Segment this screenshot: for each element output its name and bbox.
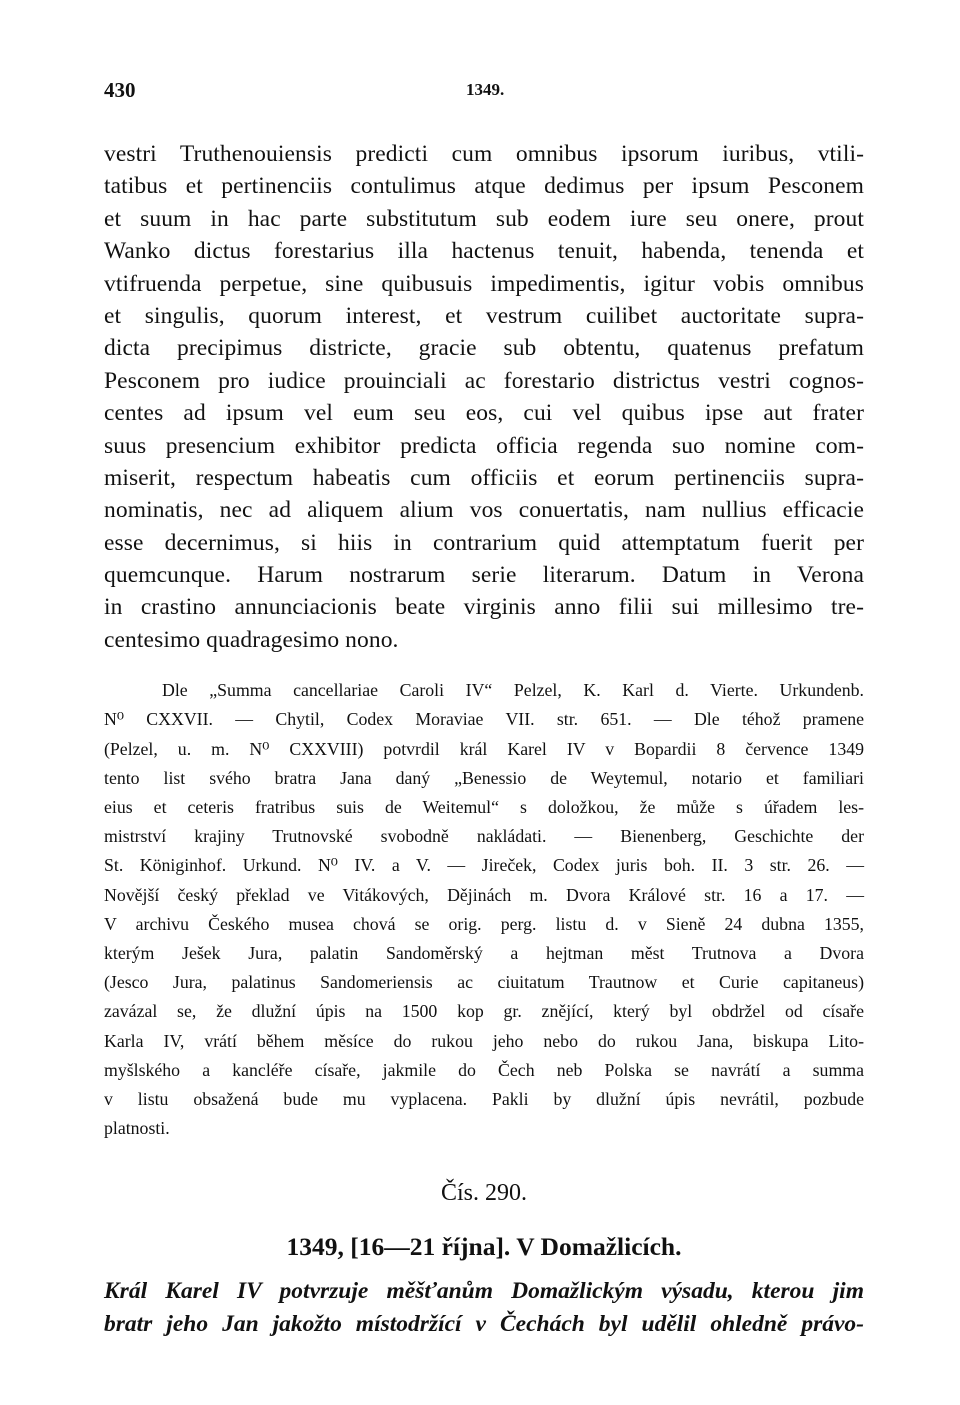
text-line: miserit, respectum habeatis cum officiis et eorum pertinenciis supra- xyxy=(104,464,864,491)
regest-line: bratr jeho Jan jakožto místodržící v Čechách byl udělil ohledně právo- xyxy=(104,1311,864,1338)
note-line: V archivu Českého musea chová se orig. perg. listu d. v Sieně 24 dubna 1355, xyxy=(104,913,864,934)
text-line: dicta precipimus districte, gracie sub obtentu, quatenus prefatum xyxy=(104,335,864,362)
note-line: zavázal se, že dlužní úpis na 1500 kop gr. znějící, který byl obdržel od císaře xyxy=(104,1001,864,1022)
text-line: nominatis, nec ad aliquem alium vos conuertatis, nam nullius efficacie xyxy=(104,497,864,524)
note-line: St. Königinhof. Urkund. N⁰ IV. a V. — Jireček, Codex juris boh. II. 3 str. 26. — xyxy=(104,855,864,876)
note-line: kterým Ješek Jura, palatin Sandoměrský a hejtman měst Trutnova a Dvora xyxy=(104,942,864,963)
running-year: 1349. xyxy=(466,80,505,99)
text-line: Pesconem pro iudice prouinciali ac forestario districtus vestri cognos- xyxy=(104,367,864,394)
text-line: vtifruenda perpetue, sine quibusuis impedimentis, igitur vobis omnibus xyxy=(104,270,864,297)
note-line: platnosti. xyxy=(104,1118,170,1139)
page-number: 430 xyxy=(104,78,136,102)
charter-text xyxy=(104,138,864,656)
note-line: mistrství krajiny Trutnovské svobodně nakládati. — Bienenberg, Geschichte der xyxy=(104,826,864,847)
note-line: Karla IV, vrátí během měsíce do rukou jeho nebo do rukou Jana, biskupa Lito- xyxy=(104,1030,864,1051)
text-line: suus presencium exhibitor predicta officia regenda suo nomine com- xyxy=(104,432,864,459)
text-line: centesimo quadragesimo nono. xyxy=(104,626,399,653)
regest-line: Král Karel IV potvrzuje měšťanům Domažlickým výsadu, kterou jim xyxy=(104,1278,864,1305)
note-line: Dle „Summa cancellariae Caroli IV“ Pelzel, K. Karl d. Vierte. Urkundenb. xyxy=(162,680,864,701)
text-line: esse decernimus, si hiis in contrarium quid attemptatum fuerit per xyxy=(104,529,864,556)
document-heading: 1349, [16—21 října]. V Domažlicích. xyxy=(286,1232,682,1262)
text-line: tatibus et pertinenciis contulimus atque dedimus per ipsum Pesconem xyxy=(104,173,864,200)
book-page xyxy=(104,78,864,1341)
text-line: in crastino annunciacionis beate virginis anno filii sui millesimo tre- xyxy=(104,594,864,621)
text-line: quemcunque. Harum nostrarum serie literarum. Datum in Verona xyxy=(104,562,864,589)
note-line: N⁰ CXXVII. — Chytil, Codex Moraviae VII. str. 651. — Dle téhož pramene xyxy=(104,709,864,730)
note-line: Novější český překlad ve Vitákových, Dějinách m. Dvora Králové str. 16 a 17. — xyxy=(104,884,864,905)
note-line: (Pelzel, u. m. N⁰ CXXVIII) potvrdil král Karel IV v Bopardii 8 července 1349 xyxy=(104,738,864,759)
note-line: eius et ceteris fratribus suis de Weitemul“ s doložkou, že může s úřadem les- xyxy=(104,797,864,817)
text-line: centes ad ipsum vel eum seu eos, cui vel quibus ipse aut frater xyxy=(104,400,864,427)
note-line: v listu obsažená bude mu vyplacena. Pakli by dlužní úpis nevrátil, pozbude xyxy=(104,1088,864,1109)
text-line: et suum in hac parte substitutum sub eodem iure seu onere, prout xyxy=(104,205,864,232)
text-line: vestri Truthenouiensis predicti cum omnibus ipsorum iuribus, vtili- xyxy=(104,141,864,167)
note-line: (Jesco Jura, palatinus Sandomeriensis ac ciuitatum Trautnow et Curie capitaneus) xyxy=(104,972,864,993)
editorial-notes xyxy=(104,676,864,1143)
note-line: tento list svého bratra Jana daný „Benessio de Weytemul, notario et familiari xyxy=(104,767,864,788)
running-head xyxy=(104,78,864,112)
text-line: Wanko dictus forestarius illa hactenus tenuit, habenda, tenenda et xyxy=(104,238,864,265)
text-line: et singulis, quorum interest, et vestrum cuilibet auctoritate supra- xyxy=(104,302,864,329)
document-number: Čís. 290. xyxy=(440,1180,527,1207)
note-line: myšlského a kancléře císaře, jakmile do Čech neb Polska se navrátí a summa xyxy=(104,1059,864,1080)
regest-summary xyxy=(104,1275,864,1341)
